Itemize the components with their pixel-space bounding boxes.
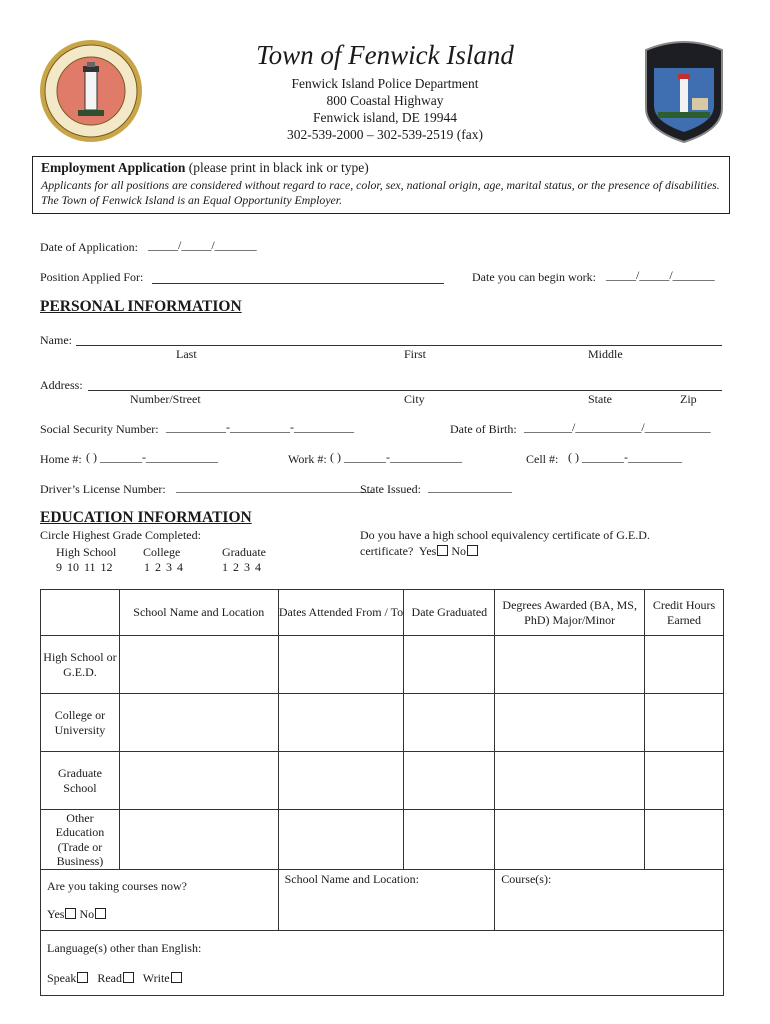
ged-no-label: No	[451, 544, 466, 558]
police-badge-logo	[640, 38, 728, 144]
languages-cell	[41, 931, 724, 996]
education-row-label: Other Education (Trade or Business)	[41, 810, 120, 870]
table-input-cell[interactable]	[404, 752, 495, 810]
table-row	[41, 810, 724, 870]
high-school-grade-options[interactable]: 9 10 11 12	[56, 560, 113, 574]
table-header-row	[41, 590, 724, 636]
taking-no-checkbox[interactable]	[95, 908, 106, 919]
home-phone-field[interactable]: ( ) _______-____________	[86, 450, 218, 464]
taking-no-label: No	[79, 907, 95, 921]
table-input-cell[interactable]	[278, 752, 404, 810]
write-checkbox[interactable]	[171, 972, 182, 983]
drivers-license-label: Driver’s License Number:	[40, 482, 166, 496]
begin-work-label: Date you can begin work:	[472, 270, 596, 284]
table-input-cell[interactable]	[278, 636, 404, 694]
table-input-cell[interactable]	[645, 752, 724, 810]
dob-label: Date of Birth:	[450, 422, 517, 436]
table-input-cell[interactable]	[404, 810, 495, 870]
state-issued-field[interactable]: ______________	[428, 480, 512, 494]
eeo-notice: Applicants for all positions are considered without regard to race, color, sex, national origin, age, marital status, or the presence of disabilities. The Town of Fenwick Island is an Equal Opportunity Employer.	[41, 178, 720, 207]
table-header-cell: Credit Hours Earned	[645, 590, 724, 636]
department-city: Fenwick island, DE 19944	[313, 110, 457, 125]
ged-yes-checkbox[interactable]	[437, 545, 448, 556]
work-phone-label: Work #:	[288, 452, 327, 466]
education-row-label: College or University	[41, 694, 120, 752]
current-courses-label: Course(s):	[501, 872, 552, 886]
address-field[interactable]	[88, 390, 722, 391]
address-zip-caption: Zip	[680, 392, 697, 406]
ged-no-checkbox[interactable]	[467, 545, 478, 556]
department-name: Fenwick Island Police Department	[291, 76, 479, 91]
date-of-application-field[interactable]: _____/_____/_______	[148, 238, 257, 252]
table-row	[41, 870, 724, 931]
table-input-cell[interactable]	[119, 694, 278, 752]
address-state-caption: State	[588, 392, 612, 406]
education-row-label: High School or G.E.D.	[41, 636, 120, 694]
address-street-caption: Number/Street	[130, 392, 201, 406]
name-first-caption: First	[404, 347, 427, 361]
taking-yes-label: Yes	[47, 907, 65, 921]
languages-label: Language(s) other than English:	[47, 941, 202, 955]
table-input-cell[interactable]	[645, 694, 724, 752]
application-notice-box	[32, 156, 730, 214]
name-last-caption: Last	[176, 347, 197, 361]
ged-yes-label: Yes	[418, 544, 437, 558]
table-input-cell[interactable]	[495, 636, 645, 694]
ssn-label: Social Security Number:	[40, 422, 159, 436]
cell-phone-label: Cell #:	[526, 452, 559, 466]
work-phone-field[interactable]: ( ) _______-____________	[330, 450, 462, 464]
personal-information-heading: PERSONAL INFORMATION	[40, 298, 242, 315]
ged-question: Do you have a high school equivalency certificate of G.E.D.	[360, 528, 650, 542]
position-applied-label: Position Applied For:	[40, 270, 144, 284]
taking-courses-options	[47, 900, 272, 928]
table-row	[41, 931, 724, 996]
write-label: Write	[142, 971, 170, 985]
table-input-cell[interactable]	[645, 636, 724, 694]
college-grade-options[interactable]: 1 2 3 4	[144, 560, 183, 574]
application-title: Employment Application (please print in black ink or type)	[41, 160, 369, 175]
education-table	[40, 589, 724, 996]
department-phone: 302-539-2000 – 302-539-2519 (fax)	[286, 127, 484, 142]
town-seal-logo	[38, 38, 144, 144]
speak-label: Speak	[47, 971, 77, 985]
current-school-cell[interactable]	[278, 870, 495, 931]
read-label: Read	[97, 971, 122, 985]
high-school-grade-label: High School	[56, 545, 117, 559]
table-row	[41, 752, 724, 810]
cell-phone-field[interactable]: ( ) _______-_________	[568, 450, 682, 464]
ged-question-line2: certificate? Yes No	[360, 544, 478, 559]
name-label: Name:	[40, 333, 72, 347]
table-input-cell[interactable]	[495, 810, 645, 870]
table-header-cell: Date Graduated	[404, 590, 495, 636]
taking-courses-question: Are you taking courses now?	[47, 879, 187, 893]
table-row	[41, 694, 724, 752]
college-grade-label: College	[143, 545, 181, 559]
table-input-cell[interactable]	[119, 752, 278, 810]
position-applied-field[interactable]	[152, 283, 444, 284]
address-label: Address:	[40, 378, 83, 392]
education-information-heading: EDUCATION INFORMATION	[40, 509, 252, 526]
table-input-cell[interactable]	[278, 694, 404, 752]
taking-courses-cell	[41, 870, 279, 931]
date-of-application-label: Date of Application:	[40, 240, 138, 254]
table-input-cell[interactable]	[495, 752, 645, 810]
current-school-label: School Name and Location:	[284, 872, 419, 886]
name-middle-caption: Middle	[588, 347, 623, 361]
table-input-cell[interactable]	[404, 694, 495, 752]
town-title: Town of Fenwick Island	[256, 40, 514, 70]
circle-grade-label: Circle Highest Grade Completed:	[40, 528, 201, 542]
table-header-cell: Degrees Awarded (BA, MS, PhD) Major/Minor	[495, 590, 645, 636]
current-courses-cell[interactable]	[495, 870, 724, 931]
taking-yes-checkbox[interactable]	[65, 908, 76, 919]
state-issued-label: State Issued:	[360, 482, 421, 496]
ssn-field[interactable]: __________-__________-__________	[166, 420, 354, 434]
begin-work-field[interactable]: _____/_____/_______	[606, 268, 715, 282]
table-input-cell[interactable]	[278, 810, 404, 870]
table-input-cell[interactable]	[645, 810, 724, 870]
department-street: 800 Coastal Highway	[326, 93, 444, 108]
dob-field[interactable]: ________/___________/___________	[524, 420, 711, 434]
graduate-grade-label: Graduate	[222, 545, 266, 559]
drivers-license-field[interactable]: _________________________________	[176, 480, 374, 494]
table-header-cell	[41, 590, 120, 636]
address-city-caption: City	[404, 392, 425, 406]
language-skills	[47, 963, 717, 993]
table-row	[41, 636, 724, 694]
read-checkbox[interactable]	[123, 972, 134, 983]
name-field[interactable]	[76, 345, 722, 346]
table-input-cell[interactable]	[404, 636, 495, 694]
home-phone-label: Home #:	[40, 452, 82, 466]
table-header-cell: Dates Attended From / To	[278, 590, 404, 636]
graduate-grade-options[interactable]: 1 2 3 4	[222, 560, 261, 574]
education-row-label: Graduate School	[41, 752, 120, 810]
speak-checkbox[interactable]	[77, 972, 88, 983]
table-input-cell[interactable]	[119, 810, 278, 870]
table-input-cell[interactable]	[119, 636, 278, 694]
table-header-cell: School Name and Location	[119, 590, 278, 636]
table-input-cell[interactable]	[495, 694, 645, 752]
